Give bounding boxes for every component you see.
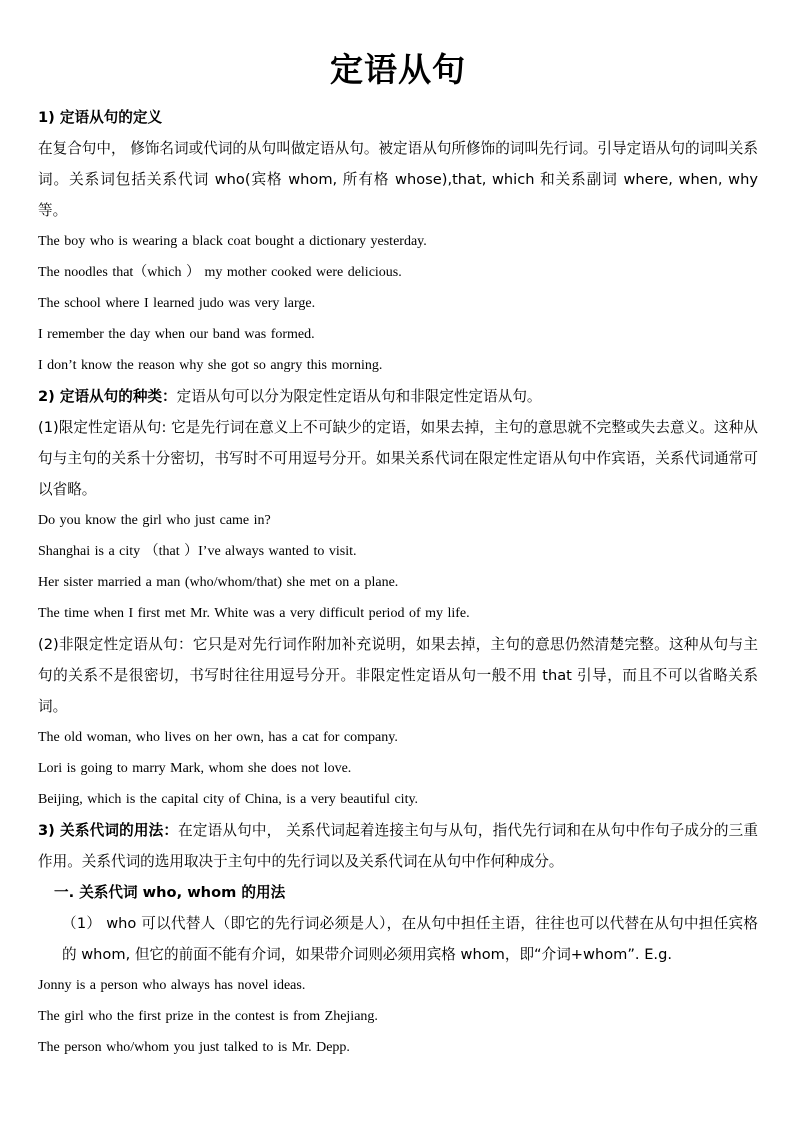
example-sentence: Lori is going to marry Mark, whom she does not love. — [38, 761, 352, 776]
example-sentence: Shanghai is a city （that ）I’ve always wanted to visit. — [38, 544, 357, 559]
example-sentence: The boy who is wearing a black coat bought a dictionary yesterday. — [38, 234, 427, 249]
example-sentence: The school where I learned judo was very large. — [38, 296, 316, 311]
example-sentence: The noodles that（which ） my mother cooked were delicious. — [38, 265, 402, 280]
example-sentence: The girl who the first prize in the contest is from Zhejiang. — [38, 1009, 378, 1024]
page-title: 定语从句 — [330, 50, 466, 89]
section-3-heading-text: 在定语从句中， 关系代词起着连接主句与从句，指代先行词和在从句中作句子成分的三重作用。关系代词的选用取决于主句中的先行词以及关系代词在从句中作何种成分。 — [38, 822, 758, 870]
example-sentence: Jonny is a person who always has novel ideas. — [38, 978, 306, 993]
section-2-heading-line — [38, 381, 758, 412]
section-1-definition: 在复合句中， 修饰名词或代词的从句叫做定语从句。被定语从句所修饰的词叫先行词。引导定语从句的词叫关系词。关系词包括关系代词 who(宾格 whom, 所有格 whose),that, which 和关系副词 where, when, why 等。 — [38, 140, 758, 219]
section-2-heading-text: 定语从句可以分为限定性定语从句和非限定性定语从句。 — [176, 388, 542, 405]
non-restrictive-clause-definition: (2)非限定性定语从句：它只是对先行词作附加补充说明，如果去掉，主句的意思仍然清楚完整。这种从句与主句的关系不是很密切，书写时往往用逗号分开。非限定性定语从句一般不用 that 引导，而且不可以省略关系词。 — [38, 636, 758, 715]
example-sentence: Beijing, which is the capital city of China, is a very beautiful city. — [38, 792, 419, 807]
example-sentence: The person who/whom you just talked to is Mr. Depp. — [38, 1040, 350, 1055]
section-1-heading: 1) 定语从句的定义 — [38, 109, 163, 126]
who-whom-usage-point: （1） who 可以代替人（即它的先行词必须是人），在从句中担任主语，往往也可以代替在从句中担任宾格的 whom, 但它的前面不能有介词，如果带介词则必须用宾格 whom，即“介词+whom”. E.g. — [62, 915, 758, 963]
section-2-heading: 2) 定语从句的种类： — [38, 388, 177, 405]
restrictive-clause-definition: (1)限定性定语从句: 它是先行词在意义上不可缺少的定语，如果去掉，主句的意思就不完整或失去意义。这种从句与主句的关系十分密切，书写时不可用逗号分开。如果关系代词在限定性定语从句中作宾语，关系代词通常可以省略。 — [38, 419, 758, 498]
example-sentence: Do you know the girl who just came in? — [38, 513, 271, 528]
document-page — [38, 48, 758, 1063]
example-sentence: The time when I first met Mr. White was a very difficult period of my life. — [38, 606, 470, 621]
example-sentence: I remember the day when our band was formed. — [38, 327, 315, 342]
example-sentence: The old woman, who lives on her own, has a cat for company. — [38, 730, 398, 745]
subsection-heading: 一. 关系代词 who, whom 的用法 — [54, 884, 286, 901]
example-sentence: Her sister married a man (who/whom/that) she met on a plane. — [38, 575, 399, 590]
example-sentence: I don’t know the reason why she got so angry this morning. — [38, 358, 383, 373]
section-3-heading-paragraph — [38, 815, 758, 877]
section-3-heading: 3) 关系代词的用法： — [38, 822, 179, 839]
